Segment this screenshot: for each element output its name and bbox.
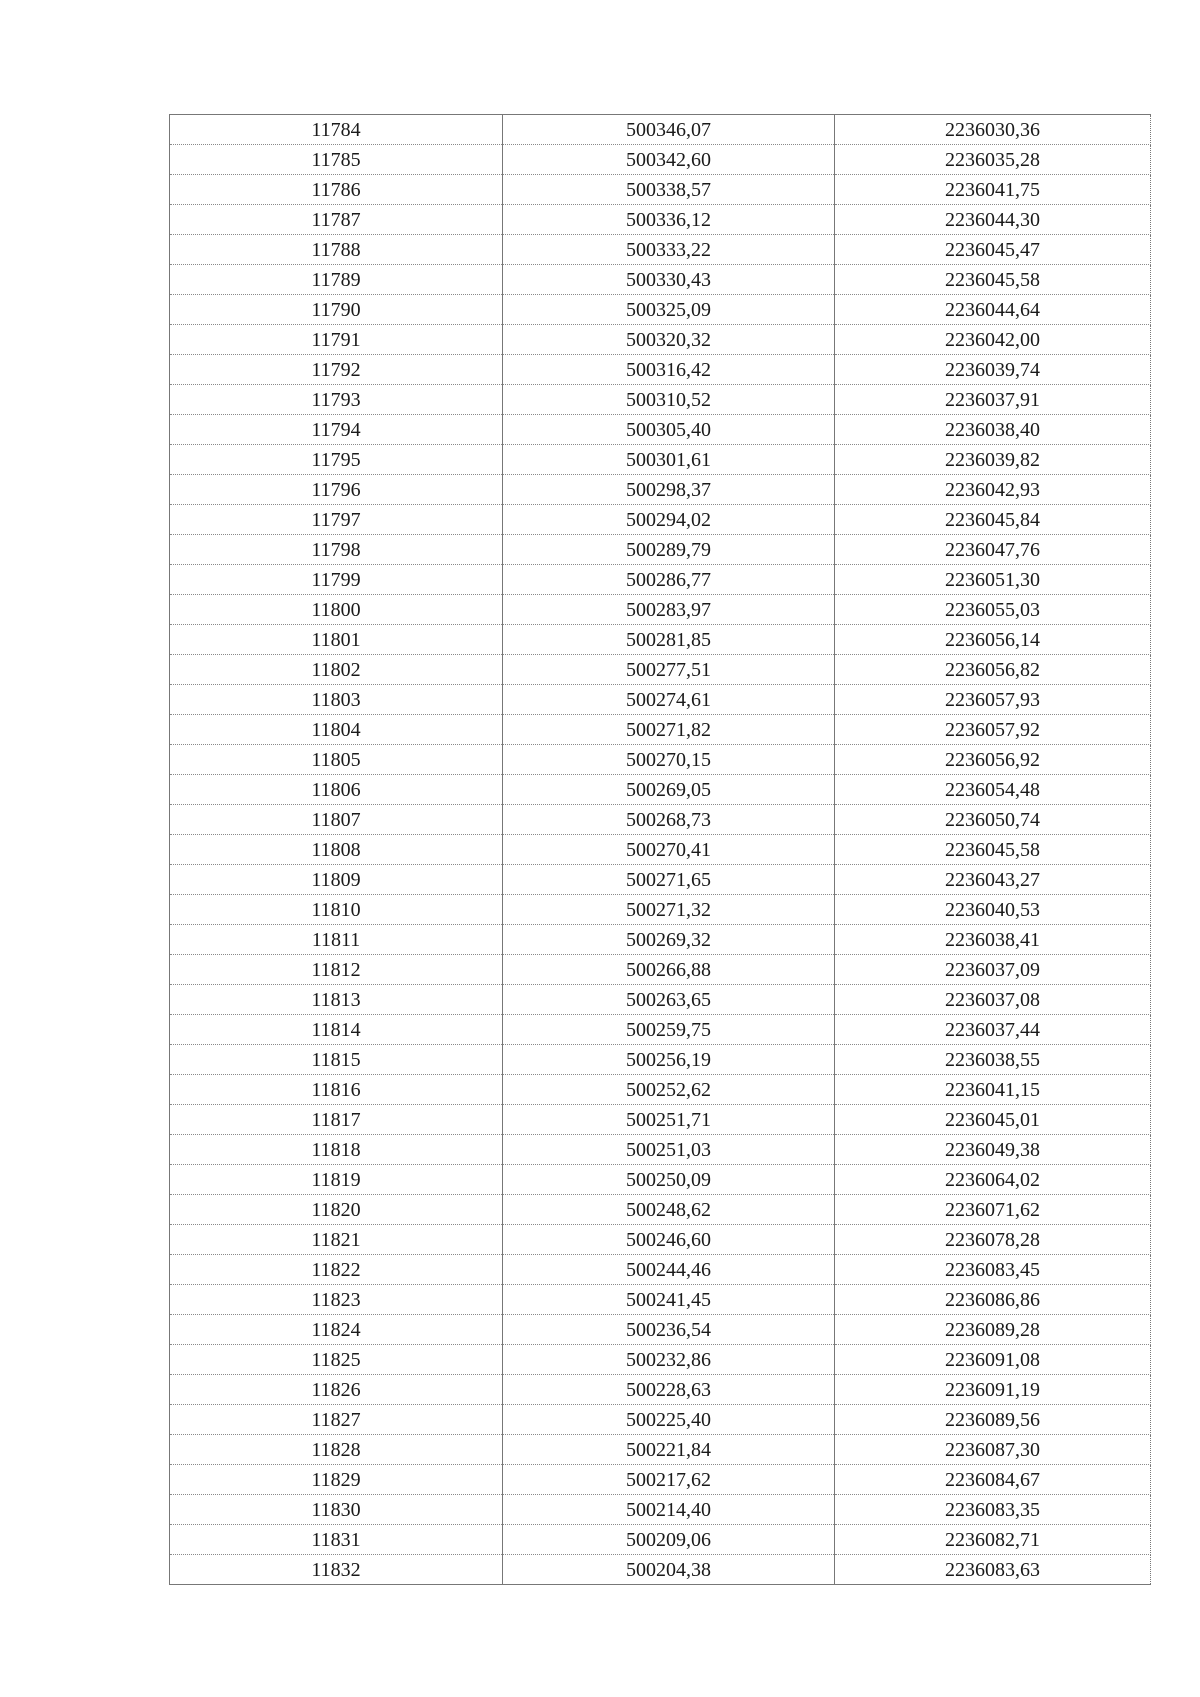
x-coordinate-cell: 500241,45 (503, 1285, 835, 1315)
table-row (170, 565, 1151, 595)
point-number-cell: 11809 (170, 865, 503, 895)
point-number-cell: 11811 (170, 925, 503, 955)
table-row (170, 1105, 1151, 1135)
x-coordinate-cell: 500204,38 (503, 1555, 835, 1585)
x-coordinate-cell: 500342,60 (503, 145, 835, 175)
y-coordinate-cell: 2236083,63 (835, 1555, 1151, 1585)
x-coordinate-cell: 500283,97 (503, 595, 835, 625)
point-number-cell: 11795 (170, 445, 503, 475)
x-coordinate-cell: 500298,37 (503, 475, 835, 505)
y-coordinate-cell: 2236054,48 (835, 775, 1151, 805)
point-number-cell: 11797 (170, 505, 503, 535)
point-number-cell: 11793 (170, 385, 503, 415)
table-row (170, 985, 1151, 1015)
x-coordinate-cell: 500256,19 (503, 1045, 835, 1075)
y-coordinate-cell: 2236091,08 (835, 1345, 1151, 1375)
table-row (170, 385, 1151, 415)
y-coordinate-cell: 2236086,86 (835, 1285, 1151, 1315)
x-coordinate-cell: 500244,46 (503, 1255, 835, 1285)
y-coordinate-cell: 2236050,74 (835, 805, 1151, 835)
point-number-cell: 11822 (170, 1255, 503, 1285)
point-number-cell: 11787 (170, 205, 503, 235)
x-coordinate-cell: 500305,40 (503, 415, 835, 445)
y-coordinate-cell: 2236045,47 (835, 235, 1151, 265)
y-coordinate-cell: 2236055,03 (835, 595, 1151, 625)
x-coordinate-cell: 500251,71 (503, 1105, 835, 1135)
coordinates-table (169, 114, 1151, 1585)
point-number-cell: 11828 (170, 1435, 503, 1465)
point-number-cell: 11810 (170, 895, 503, 925)
point-number-cell: 11803 (170, 685, 503, 715)
table-row (170, 145, 1151, 175)
x-coordinate-cell: 500269,32 (503, 925, 835, 955)
x-coordinate-cell: 500271,32 (503, 895, 835, 925)
y-coordinate-cell: 2236051,30 (835, 565, 1151, 595)
y-coordinate-cell: 2236037,44 (835, 1015, 1151, 1045)
y-coordinate-cell: 2236045,58 (835, 265, 1151, 295)
table-row (170, 1135, 1151, 1165)
y-coordinate-cell: 2236030,36 (835, 115, 1151, 145)
table-row (170, 295, 1151, 325)
x-coordinate-cell: 500325,09 (503, 295, 835, 325)
x-coordinate-cell: 500236,54 (503, 1315, 835, 1345)
x-coordinate-cell: 500250,09 (503, 1165, 835, 1195)
y-coordinate-cell: 2236035,28 (835, 145, 1151, 175)
x-coordinate-cell: 500281,85 (503, 625, 835, 655)
x-coordinate-cell: 500346,07 (503, 115, 835, 145)
table-row (170, 925, 1151, 955)
table-row (170, 1045, 1151, 1075)
point-number-cell: 11813 (170, 985, 503, 1015)
y-coordinate-cell: 2236064,02 (835, 1165, 1151, 1195)
y-coordinate-cell: 2236057,93 (835, 685, 1151, 715)
y-coordinate-cell: 2236037,09 (835, 955, 1151, 985)
x-coordinate-cell: 500228,63 (503, 1375, 835, 1405)
x-coordinate-cell: 500263,65 (503, 985, 835, 1015)
x-coordinate-cell: 500301,61 (503, 445, 835, 475)
point-number-cell: 11814 (170, 1015, 503, 1045)
table-row (170, 805, 1151, 835)
table-row (170, 1345, 1151, 1375)
point-number-cell: 11784 (170, 115, 503, 145)
y-coordinate-cell: 2236042,00 (835, 325, 1151, 355)
table-row (170, 1375, 1151, 1405)
y-coordinate-cell: 2236044,30 (835, 205, 1151, 235)
y-coordinate-cell: 2236045,58 (835, 835, 1151, 865)
table-row (170, 475, 1151, 505)
x-coordinate-cell: 500330,43 (503, 265, 835, 295)
point-number-cell: 11794 (170, 415, 503, 445)
table-row (170, 445, 1151, 475)
y-coordinate-cell: 2236049,38 (835, 1135, 1151, 1165)
table-row (170, 1435, 1151, 1465)
y-coordinate-cell: 2236044,64 (835, 295, 1151, 325)
x-coordinate-cell: 500232,86 (503, 1345, 835, 1375)
x-coordinate-cell: 500209,06 (503, 1525, 835, 1555)
y-coordinate-cell: 2236056,92 (835, 745, 1151, 775)
y-coordinate-cell: 2236071,62 (835, 1195, 1151, 1225)
table-row (170, 415, 1151, 445)
table-row (170, 1015, 1151, 1045)
x-coordinate-cell: 500336,12 (503, 205, 835, 235)
table-row (170, 1225, 1151, 1255)
point-number-cell: 11790 (170, 295, 503, 325)
table-row (170, 235, 1151, 265)
table-row (170, 835, 1151, 865)
x-coordinate-cell: 500270,15 (503, 745, 835, 775)
y-coordinate-cell: 2236039,82 (835, 445, 1151, 475)
table-row (170, 115, 1151, 145)
y-coordinate-cell: 2236038,40 (835, 415, 1151, 445)
point-number-cell: 11791 (170, 325, 503, 355)
table-row (170, 355, 1151, 385)
table-row (170, 205, 1151, 235)
point-number-cell: 11807 (170, 805, 503, 835)
point-number-cell: 11827 (170, 1405, 503, 1435)
x-coordinate-cell: 500310,52 (503, 385, 835, 415)
table-row (170, 655, 1151, 685)
point-number-cell: 11796 (170, 475, 503, 505)
coordinates-table-body (170, 115, 1151, 1585)
point-number-cell: 11789 (170, 265, 503, 295)
x-coordinate-cell: 500333,22 (503, 235, 835, 265)
y-coordinate-cell: 2236043,27 (835, 865, 1151, 895)
point-number-cell: 11800 (170, 595, 503, 625)
x-coordinate-cell: 500274,61 (503, 685, 835, 715)
y-coordinate-cell: 2236091,19 (835, 1375, 1151, 1405)
point-number-cell: 11798 (170, 535, 503, 565)
x-coordinate-cell: 500217,62 (503, 1465, 835, 1495)
point-number-cell: 11788 (170, 235, 503, 265)
point-number-cell: 11820 (170, 1195, 503, 1225)
point-number-cell: 11824 (170, 1315, 503, 1345)
point-number-cell: 11831 (170, 1525, 503, 1555)
x-coordinate-cell: 500214,40 (503, 1495, 835, 1525)
x-coordinate-cell: 500268,73 (503, 805, 835, 835)
y-coordinate-cell: 2236056,82 (835, 655, 1151, 685)
y-coordinate-cell: 2236089,56 (835, 1405, 1151, 1435)
y-coordinate-cell: 2236041,75 (835, 175, 1151, 205)
table-row (170, 895, 1151, 925)
y-coordinate-cell: 2236056,14 (835, 625, 1151, 655)
point-number-cell: 11826 (170, 1375, 503, 1405)
x-coordinate-cell: 500270,41 (503, 835, 835, 865)
y-coordinate-cell: 2236084,67 (835, 1465, 1151, 1495)
point-number-cell: 11815 (170, 1045, 503, 1075)
point-number-cell: 11805 (170, 745, 503, 775)
y-coordinate-cell: 2236042,93 (835, 475, 1151, 505)
table-row (170, 1195, 1151, 1225)
table-row (170, 1495, 1151, 1525)
table-row (170, 1285, 1151, 1315)
point-number-cell: 11804 (170, 715, 503, 745)
table-row (170, 505, 1151, 535)
table-row (170, 1555, 1151, 1585)
point-number-cell: 11819 (170, 1165, 503, 1195)
table-row (170, 325, 1151, 355)
point-number-cell: 11823 (170, 1285, 503, 1315)
point-number-cell: 11816 (170, 1075, 503, 1105)
table-row (170, 775, 1151, 805)
point-number-cell: 11825 (170, 1345, 503, 1375)
table-row (170, 715, 1151, 745)
x-coordinate-cell: 500266,88 (503, 955, 835, 985)
table-row (170, 1465, 1151, 1495)
table-row (170, 865, 1151, 895)
x-coordinate-cell: 500271,82 (503, 715, 835, 745)
x-coordinate-cell: 500316,42 (503, 355, 835, 385)
x-coordinate-cell: 500338,57 (503, 175, 835, 205)
point-number-cell: 11786 (170, 175, 503, 205)
point-number-cell: 11818 (170, 1135, 503, 1165)
x-coordinate-cell: 500271,65 (503, 865, 835, 895)
y-coordinate-cell: 2236037,08 (835, 985, 1151, 1015)
y-coordinate-cell: 2236047,76 (835, 535, 1151, 565)
x-coordinate-cell: 500320,32 (503, 325, 835, 355)
y-coordinate-cell: 2236045,84 (835, 505, 1151, 535)
x-coordinate-cell: 500286,77 (503, 565, 835, 595)
point-number-cell: 11808 (170, 835, 503, 865)
y-coordinate-cell: 2236083,45 (835, 1255, 1151, 1285)
y-coordinate-cell: 2236038,41 (835, 925, 1151, 955)
point-number-cell: 11821 (170, 1225, 503, 1255)
x-coordinate-cell: 500259,75 (503, 1015, 835, 1045)
point-number-cell: 11792 (170, 355, 503, 385)
point-number-cell: 11812 (170, 955, 503, 985)
x-coordinate-cell: 500246,60 (503, 1225, 835, 1255)
x-coordinate-cell: 500277,51 (503, 655, 835, 685)
x-coordinate-cell: 500252,62 (503, 1075, 835, 1105)
y-coordinate-cell: 2236057,92 (835, 715, 1151, 745)
point-number-cell: 11832 (170, 1555, 503, 1585)
y-coordinate-cell: 2236037,91 (835, 385, 1151, 415)
table-row (170, 265, 1151, 295)
x-coordinate-cell: 500221,84 (503, 1435, 835, 1465)
y-coordinate-cell: 2236083,35 (835, 1495, 1151, 1525)
point-number-cell: 11802 (170, 655, 503, 685)
x-coordinate-cell: 500269,05 (503, 775, 835, 805)
x-coordinate-cell: 500248,62 (503, 1195, 835, 1225)
y-coordinate-cell: 2236045,01 (835, 1105, 1151, 1135)
point-number-cell: 11806 (170, 775, 503, 805)
y-coordinate-cell: 2236082,71 (835, 1525, 1151, 1555)
y-coordinate-cell: 2236087,30 (835, 1435, 1151, 1465)
table-row (170, 685, 1151, 715)
y-coordinate-cell: 2236089,28 (835, 1315, 1151, 1345)
point-number-cell: 11799 (170, 565, 503, 595)
table-row (170, 1315, 1151, 1345)
table-row (170, 175, 1151, 205)
table-row (170, 1405, 1151, 1435)
y-coordinate-cell: 2236038,55 (835, 1045, 1151, 1075)
table-row (170, 1165, 1151, 1195)
table-row (170, 625, 1151, 655)
point-number-cell: 11817 (170, 1105, 503, 1135)
point-number-cell: 11830 (170, 1495, 503, 1525)
table-row (170, 1075, 1151, 1105)
table-row (170, 955, 1151, 985)
table-row (170, 745, 1151, 775)
y-coordinate-cell: 2236040,53 (835, 895, 1151, 925)
point-number-cell: 11801 (170, 625, 503, 655)
x-coordinate-cell: 500251,03 (503, 1135, 835, 1165)
table-row (170, 1255, 1151, 1285)
y-coordinate-cell: 2236041,15 (835, 1075, 1151, 1105)
table-row (170, 535, 1151, 565)
y-coordinate-cell: 2236078,28 (835, 1225, 1151, 1255)
point-number-cell: 11785 (170, 145, 503, 175)
x-coordinate-cell: 500289,79 (503, 535, 835, 565)
x-coordinate-cell: 500294,02 (503, 505, 835, 535)
x-coordinate-cell: 500225,40 (503, 1405, 835, 1435)
table-row (170, 1525, 1151, 1555)
table-row (170, 595, 1151, 625)
y-coordinate-cell: 2236039,74 (835, 355, 1151, 385)
point-number-cell: 11829 (170, 1465, 503, 1495)
